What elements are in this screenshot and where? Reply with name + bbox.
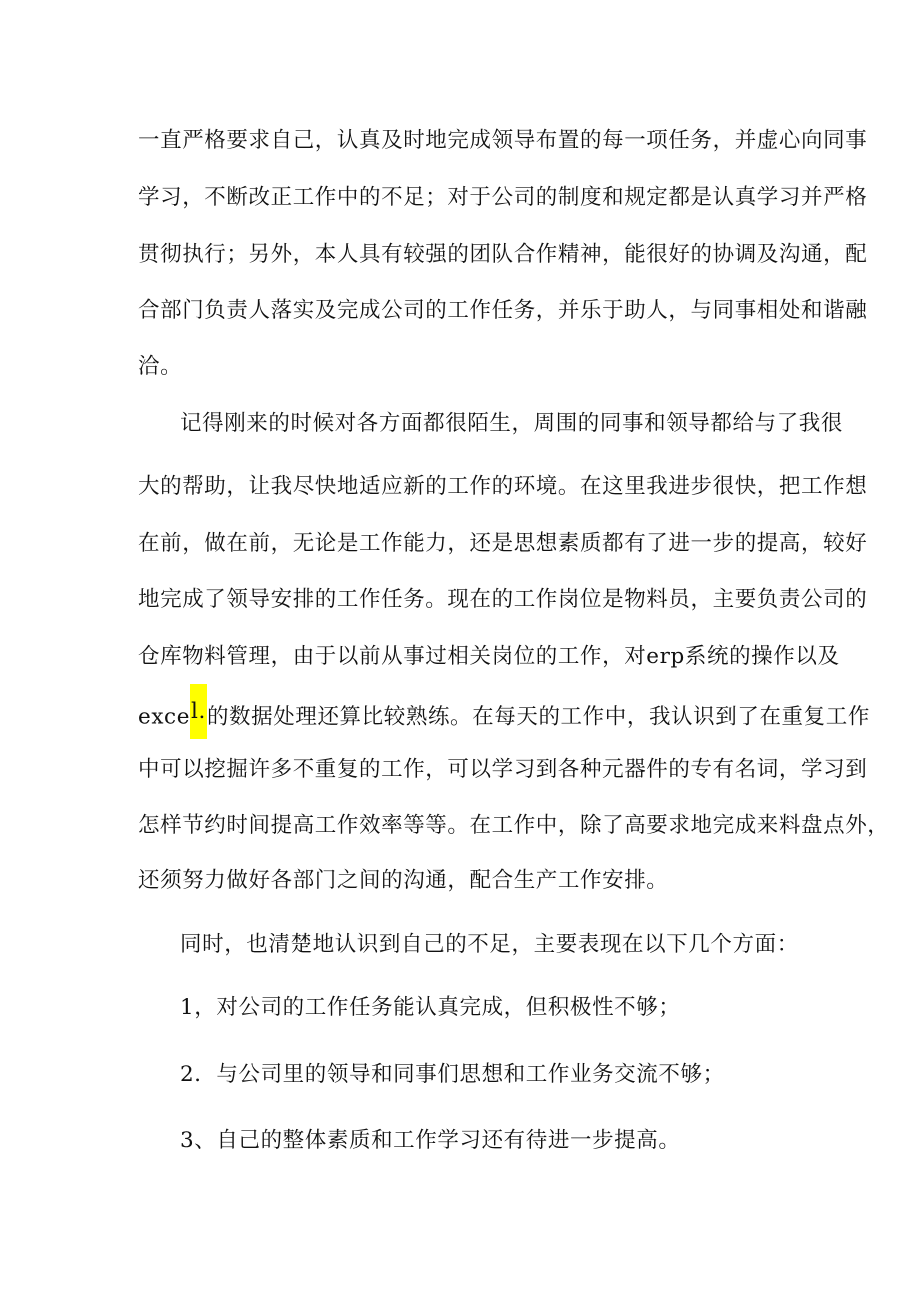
paragraph-2-line-3: 在前，做在前，无论是工作能力，还是思想素质都有了进一步的提高，较好 [138, 531, 868, 556]
paragraph-1-line-4: 合部门负责人落实及完成公司的工作任务，并乐于助人，与同事相处和谐融 [138, 298, 868, 323]
paragraph-2-line-4: 地完成了领导安排的工作任务。现在的工作岗位是物料员，主要负责公司的 [138, 587, 868, 612]
paragraph-2-line-5: 仓库物料管理，由于以前从事过相关岗位的工作，对erp系统的操作以及 [138, 644, 840, 669]
list-item-2: 2．与公司里的领导和同事们思想和工作业务交流不够； [180, 1062, 725, 1087]
paragraph-2-line-9: 还须努力做好各部门之间的沟通，配合生产工作安排。 [138, 868, 669, 893]
paragraph-2-line-7: 中可以挖掘许多不重复的工作，可以学习到各种元器件的专有名词，学习到 [138, 757, 868, 782]
paragraph-2-line-8: 怎样节约时间提高工作效率等等。在工作中，除了高要求地完成来料盘点外， [138, 813, 890, 838]
list-item-3: 3、自己的整体素质和工作学习还有待进一步提高。 [180, 1128, 681, 1153]
paragraph-2-line-1: 记得刚来的时候对各方面都很陌生，周围的同事和领导都给与了我很 [180, 411, 844, 436]
paragraph-2-line-2: 大的帮助，让我尽快地适应新的工作的环境。在这里我进步很快，把工作想 [138, 474, 868, 499]
paragraph-1-line-2: 学习，不断改正工作中的不足；对于公司的制度和规定都是认真学习并严格 [138, 185, 868, 210]
list-item-1: 1，对公司的工作任务能认真完成，但积极性不够； [180, 995, 681, 1020]
text-before-highlight: exce [138, 704, 191, 730]
highlighted-text: l. [190, 684, 207, 739]
text-after-highlight: 的数据处理还算比较熟练。在每天的工作中，我认识到了在重复工作 [206, 704, 870, 730]
paragraph-3-line-1: 同时，也清楚地认识到自己的不足，主要表现在以下几个方面： [180, 932, 799, 957]
paragraph-2-line-6 [138, 696, 870, 730]
paragraph-1-line-1: 一直严格要求自己，认真及时地完成领导布置的每一项任务，并虚心向同事 [138, 128, 868, 153]
paragraph-1-line-5: 洽。 [138, 354, 183, 379]
paragraph-1-line-3: 贯彻执行；另外，本人具有较强的团队合作精神，能很好的协调及沟通，配 [138, 242, 868, 267]
